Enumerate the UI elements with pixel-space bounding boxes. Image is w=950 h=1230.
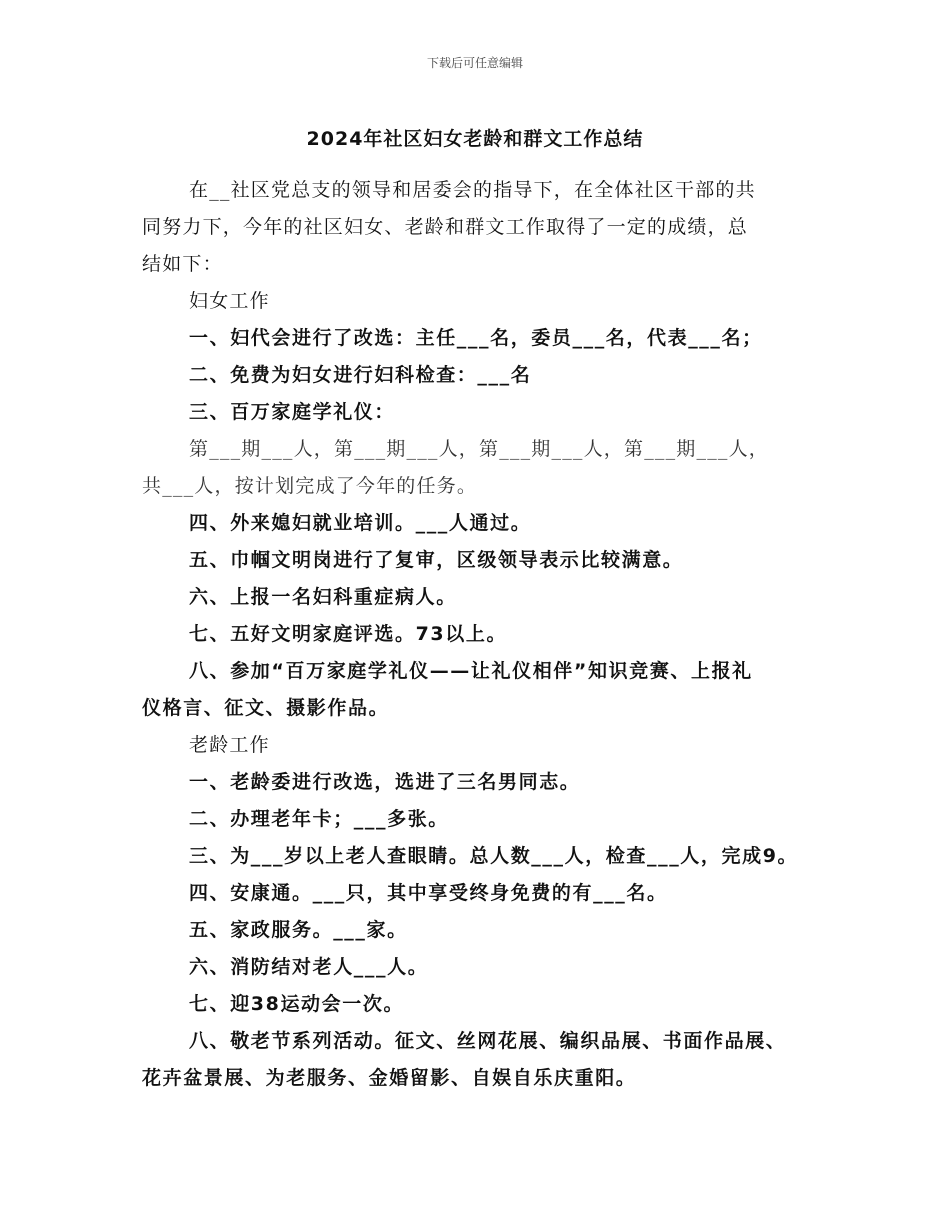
sessions-line-1: 第___期___人，第___期___人，第___期___人，第___期___人， <box>189 438 770 460</box>
document-body <box>142 172 832 1097</box>
elderly-item: 八、敬老节系列活动。征文、丝网花展、编织品展、书面作品展、 <box>189 1030 787 1052</box>
intro-line-3: 结如下： <box>142 253 223 275</box>
intro-line-1: 在__社区党总支的领导和居委会的指导下，在全体社区干部的共 <box>189 179 756 201</box>
sessions-line-2: 共___人，按计划完成了今年的任务。 <box>142 475 478 497</box>
header-note: 下载后可任意编辑 <box>426 56 523 70</box>
elderly-item-continuation: 花卉盆景展、为老服务、金婚留影、自娱自乐庆重阳。 <box>142 1067 637 1089</box>
women-item: 二、免费为妇女进行妇科检查：___名 <box>189 364 532 386</box>
women-item-continuation: 仪格言、征文、摄影作品。 <box>142 697 390 719</box>
elderly-item: 五、家政服务。___家。 <box>189 919 408 941</box>
women-item: 一、妇代会进行了改选：主任___名，委员___名，代表___名； <box>189 327 763 349</box>
women-item: 八、参加“百万家庭学礼仪——让礼仪相伴”知识竞赛、上报礼 <box>189 660 753 682</box>
elderly-section-heading: 老龄工作 <box>189 734 270 756</box>
elderly-item: 二、办理老年卡；___多张。 <box>189 808 449 830</box>
elderly-item: 三、为___岁以上老人查眼睛。总人数___人，检查___人，完成9。 <box>189 845 799 867</box>
women-item: 六、上报一名妇科重症病人。 <box>189 586 457 608</box>
women-section-heading: 妇女工作 <box>189 290 270 312</box>
document-title: 2024年社区妇女老龄和群文工作总结 <box>306 128 644 150</box>
women-item: 四、外来媳妇就业培训。___人通过。 <box>189 512 532 534</box>
women-item: 七、五好文明家庭评选。73以上。 <box>189 623 508 645</box>
elderly-item: 四、安康通。___只，其中享受终身免费的有___名。 <box>189 882 668 904</box>
elderly-item: 一、老龄委进行改选，选进了三名男同志。 <box>189 771 581 793</box>
elderly-item: 七、迎38运动会一次。 <box>189 993 405 1015</box>
intro-line-2: 同努力下，今年的社区妇女、老龄和群文工作取得了一定的成绩，总 <box>142 216 749 238</box>
women-item: 三、百万家庭学礼仪： <box>189 401 396 423</box>
women-item: 五、巾帼文明岗进行了复审，区级领导表示比较满意。 <box>189 549 684 571</box>
elderly-item: 六、消防结对老人___人。 <box>189 956 429 978</box>
